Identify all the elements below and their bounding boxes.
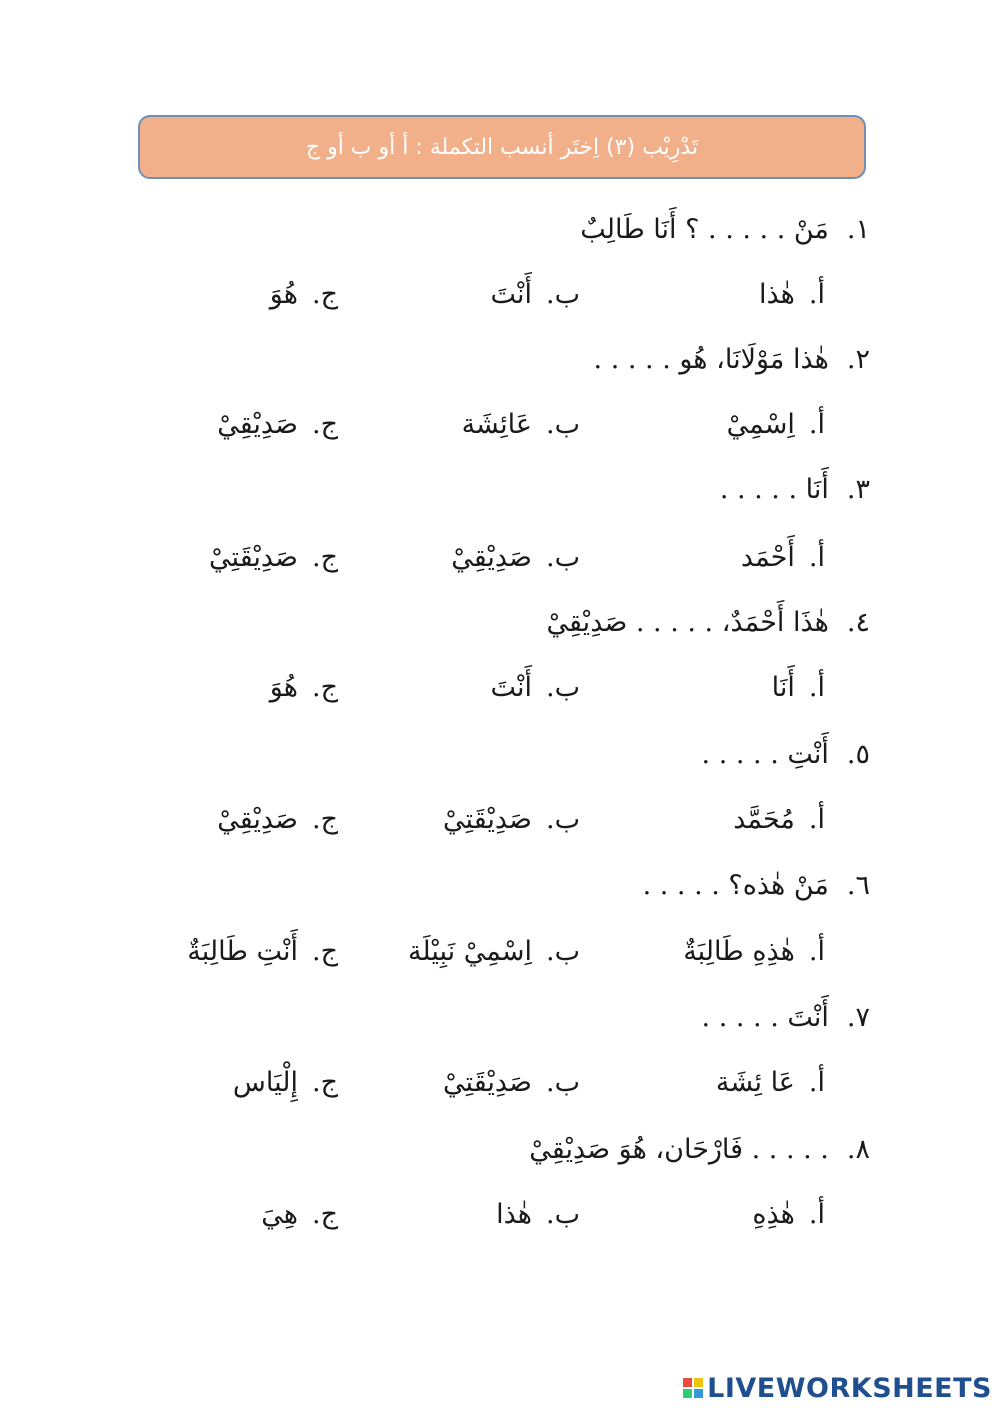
option-text: أَحْمَد [740,542,795,573]
option-text: هٰذِهِ [752,1199,795,1230]
option-letter: أ. [808,804,825,835]
option-text: صَدِيْقِيْ [451,542,532,573]
question-text: أَنْتِ . . . . . [701,739,829,770]
option-text: هُوَ [269,672,298,703]
question-number: ٥. [846,739,870,770]
option-b[interactable] [443,1063,580,1103]
option-text: مُحَمَّد [733,804,795,835]
option-letter: أ. [808,542,825,573]
option-letter: ب. [545,279,580,310]
option-text: صَدِيْقِيْ [217,409,298,440]
option-b[interactable] [462,405,580,445]
option-letter: ب. [545,804,580,835]
option-a[interactable] [733,800,825,840]
option-letter: ب. [545,409,580,440]
logo-square-green [683,1389,692,1398]
option-text: أَنْتِ طَالِبَةٌ [187,936,298,967]
option-letter: ج. [311,672,338,703]
option-text: هُوَ [269,279,298,310]
option-a[interactable] [683,932,825,972]
option-letter: أ. [808,279,825,310]
option-letter: ج. [311,1067,338,1098]
option-letter: ج. [311,409,338,440]
option-letter: أ. [808,1199,825,1230]
option-c[interactable] [217,405,338,445]
option-letter: ج. [311,804,338,835]
question-text: مَنْ . . . . . ؟ أَنَا طَالِبٌ [580,214,829,245]
option-text: عَا ئِشَة [715,1067,795,1098]
logo-square-yellow [694,1378,703,1387]
logo-text: LIVEWORKSHEETS [707,1372,992,1404]
option-text: اِسْمِيْ [726,409,795,440]
option-text: صَدِيْقَتِيْ [443,1067,532,1098]
option-letter: أ. [808,409,825,440]
option-text: هِيَ [261,1199,298,1230]
option-letter: ب. [545,936,580,967]
question-number: ٧. [846,1002,870,1033]
option-c[interactable] [270,275,338,315]
option-text: اِسْمِيْ نَبِيْلَة [407,936,532,967]
logo-square-red [683,1378,692,1387]
option-c[interactable] [261,1195,338,1235]
option-c[interactable] [187,932,338,972]
option-letter: ج. [311,1199,338,1230]
option-text: صَدِيْقَتِيْ [443,804,532,835]
option-a[interactable] [752,1195,825,1235]
question-number: ٢. [846,344,870,375]
option-a[interactable] [772,668,825,708]
exercise-title-banner [138,115,866,179]
option-letter: أ. [808,1067,825,1098]
question-6 [643,866,870,906]
question-number: ٨. [846,1134,870,1165]
option-letter: أ. [808,936,825,967]
option-letter: ب. [545,542,580,573]
option-letter: ب. [545,1199,580,1230]
option-b[interactable] [443,800,580,840]
question-2 [594,340,870,380]
question-text: هٰذَا أَحْمَدٌ، . . . . . صَدِيْقِيْ [546,607,829,638]
logo-icon [683,1378,703,1398]
question-number: ٣. [846,474,870,505]
question-text: أَنْتَ . . . . . [701,1002,829,1033]
option-a[interactable] [716,1063,825,1103]
option-letter: ج. [311,936,338,967]
option-text: أَنْتَ [490,279,532,310]
option-text: هٰذا [758,279,795,310]
question-text: . . . . . فَارْحَان، هُوَ صَدِيْقِيْ [529,1134,829,1165]
option-b[interactable] [451,538,580,578]
option-a[interactable] [741,538,825,578]
question-text: هٰذا مَوْلَانَا، هُو . . . . . [593,344,829,375]
question-7 [702,998,870,1038]
option-text: هٰذا [496,1199,532,1230]
option-text: هٰذِهِ طَالِبَةٌ [683,936,795,967]
option-b[interactable] [490,668,580,708]
question-8 [529,1130,870,1170]
question-number: ٦. [846,870,870,901]
option-a[interactable] [759,275,825,315]
question-3 [720,470,870,510]
option-b[interactable] [490,275,580,315]
option-letter: ب. [545,1067,580,1098]
option-letter: ج. [311,279,338,310]
question-text: أَنَا . . . . . [719,474,829,505]
option-text: صَدِيْقِيْ [217,804,298,835]
option-text: أَنَا [771,672,795,703]
option-c[interactable] [217,800,338,840]
option-text: أَنْتَ [490,672,532,703]
option-b[interactable] [408,932,580,972]
question-number: ٤. [846,607,870,638]
option-letter: أ. [808,672,825,703]
option-text: صَدِيْقَتِيْ [209,542,298,573]
question-number: ١. [846,214,870,245]
exercise-title: تَدْرِيْب (٣) اِختَر أنسب التكملة : أ أو ب أو ج [305,134,699,160]
question-text: مَنْ هٰذه؟ . . . . . [642,870,829,901]
option-a[interactable] [727,405,825,445]
option-c[interactable] [270,668,338,708]
option-c[interactable] [233,1063,338,1103]
logo-square-blue [694,1389,703,1398]
question-1 [580,210,870,250]
question-5 [702,735,870,775]
option-b[interactable] [496,1195,580,1235]
option-c[interactable] [209,538,338,578]
option-letter: ب. [545,672,580,703]
question-4 [547,603,870,643]
option-letter: ج. [311,542,338,573]
liveworksheets-logo[interactable] [683,1371,992,1405]
option-text: عَائِشَة [461,409,532,440]
option-text: إِلْيَاس [232,1067,298,1098]
